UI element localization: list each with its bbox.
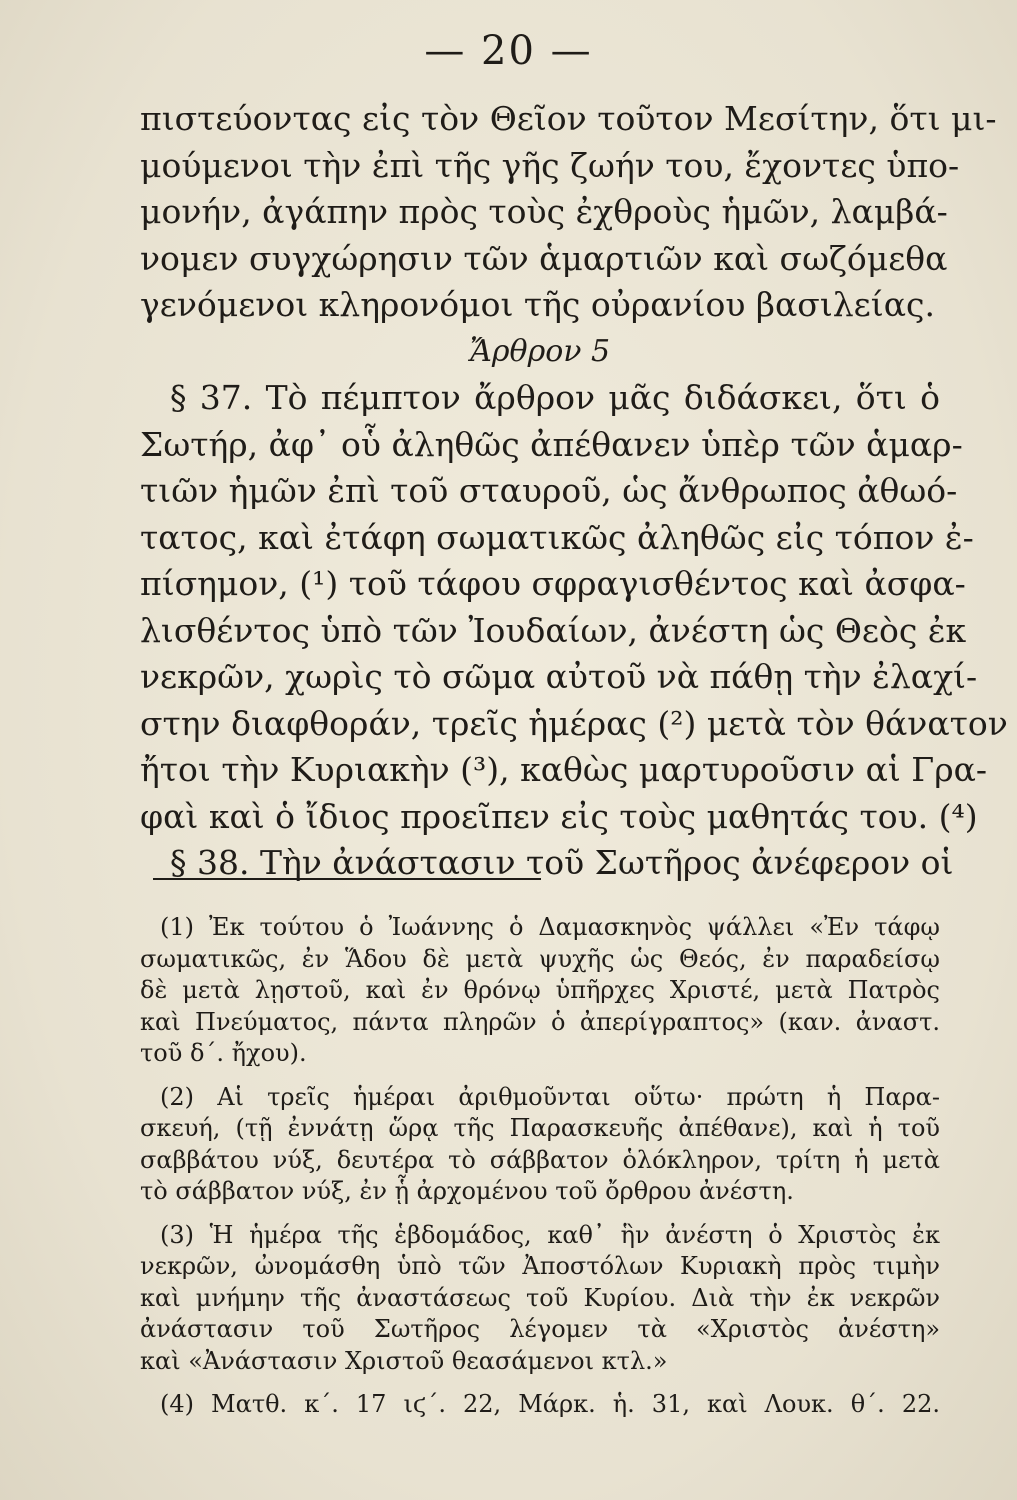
footnote-line: (3) Ἡ ἡμέρα τῆς ἑβδομάδος, καθ᾽ ἣν ἀνέστη ὁ Χριστὸς ἐκ bbox=[160, 1220, 940, 1249]
footnote-line: δὲ μετὰ λῃστοῦ, καὶ ἐν θρόνῳ ὑπῆρχες Χριστέ, μετὰ Πατρὸς bbox=[140, 976, 940, 1004]
footnote-line: ἀνάστασιν τοῦ Σωτῆρος λέγομεν τὰ «Χριστὸς ἀνέστη» bbox=[140, 1315, 940, 1343]
page-number: — 20 — bbox=[424, 28, 593, 74]
text-line: λισθέντος ὑπὸ τῶν Ἰουδαίων, ἀνέστη ὡς Θεὸς ἐκ bbox=[140, 610, 967, 650]
footnote-divider bbox=[153, 878, 541, 880]
footnote-line: (1) Ἐκ τούτου ὁ Ἰωάννης ὁ Δαμασκηνὸς ψάλλει «Ἐν τάφῳ bbox=[160, 913, 940, 941]
main-text bbox=[140, 96, 1008, 887]
text-line: Σωτήρ, ἀφ᾽ οὗ ἀληθῶς ἀπέθανεν ὑπὲρ τῶν ἁμαρ- bbox=[140, 424, 963, 464]
footnote-4 bbox=[140, 1389, 940, 1421]
footnote-line: (2) Αἱ τρεῖς ἡμέραι ἀριθμοῦνται οὕτω· πρώτη ἡ Παρα- bbox=[160, 1082, 940, 1111]
section-heading: Ἄρθρον 5 bbox=[469, 333, 611, 369]
footnotes bbox=[140, 912, 940, 1433]
footnote-line: νεκρῶν, ὠνομάσθη ὑπὸ τῶν Ἀποστόλων Κυριακὴ πρὸς τιμὴν bbox=[140, 1252, 940, 1280]
footnote-line: σκευή, (τῇ ἐννάτῃ ὥρᾳ τῆς Παρασκευῆς ἀπέθανε), καὶ ἡ τοῦ bbox=[140, 1114, 940, 1142]
footnote-line: καὶ μνήμην τῆς ἀναστάσεως τοῦ Κυρίου. Διὰ τὴν ἐκ νεκρῶν bbox=[140, 1283, 940, 1312]
text-line: γενόμενοι κληρονόμοι τῆς οὐρανίου βασιλείας. bbox=[140, 285, 935, 324]
text-line: νομεν συγχώρησιν τῶν ἁμαρτιῶν καὶ σωζόμεθα bbox=[140, 238, 948, 278]
paragraph-38-start: § 38. Τὴν ἀνάστασιν τοῦ Σωτῆρος ἀνέφερον οἱ bbox=[170, 843, 954, 882]
footnote-2 bbox=[140, 1082, 940, 1208]
footnote-line: σαββάτου νύξ, δευτέρα τὸ σάββατον ὁλόκληρον, τρίτη ἡ μετὰ bbox=[140, 1145, 940, 1174]
footnote-line: καὶ Πνεύματος, πάντα πληρῶν ὁ ἀπερίγραπτος» (καν. ἀναστ. bbox=[140, 1007, 940, 1036]
text-line: μούμενοι τὴν ἐπὶ τῆς γῆς ζωήν του, ἔχοντες ὑπο- bbox=[140, 145, 960, 185]
footnote-line: τὸ σάββατον νύξ, ἐν ᾗ ἀρχομένου τοῦ ὄρθρου ἀνέστη. bbox=[140, 1177, 794, 1205]
text-line: τατος, καὶ ἐτάφη σωματικῶς ἀληθῶς εἰς τόπον ἐ- bbox=[140, 517, 974, 557]
paragraph-37-start: § 37. Τὸ πέμπτον ἄρθρον μᾶς διδάσκει, ὅτι ὁ bbox=[170, 378, 940, 417]
footnote-line: τοῦ δ΄. ἤχου). bbox=[140, 1039, 307, 1067]
footnote-line: (4) Ματθ. κ΄. 17 ιϛ΄. 22, Μάρκ. ἡ. 31, καὶ Λουκ. θ΄. 22. bbox=[160, 1390, 940, 1418]
footnote-line: καὶ «Ἀνάστασιν Χριστοῦ θεασάμενοι κτλ.» bbox=[140, 1346, 668, 1375]
text-line: νεκρῶν, χωρὶς τὸ σῶμα αὐτοῦ νὰ πάθῃ τὴν ἐλαχί- bbox=[140, 657, 978, 696]
text-line: πιστεύοντας εἰς τὸν Θεῖον τοῦτον Μεσίτην, ὅτι μι- bbox=[140, 99, 997, 138]
text-line: πίσημον, (¹) τοῦ τάφου σφραγισθέντος καὶ ἀσφα- bbox=[140, 564, 966, 603]
text-line: μονήν, ἀγάπην πρὸς τοὺς ἐχθροὺς ἡμῶν, λαμβά- bbox=[140, 192, 948, 231]
text-line: ἤτοι τὴν Κυριακὴν (³), καθὼς μαρτυροῦσιν αἱ Γρα- bbox=[140, 750, 988, 789]
text-line: τιῶν ἡμῶν ἐπὶ τοῦ σταυροῦ, ὡς ἄνθρωπος ἀθωό- bbox=[140, 471, 958, 510]
text-line: φαὶ καὶ ὁ ἴδιος προεῖπεν εἰς τοὺς μαθητάς του. (⁴) bbox=[140, 796, 978, 836]
text-line: στην διαφθοράν, τρεῖς ἡμέρας (²) μετὰ τὸν θάνατον bbox=[140, 703, 1008, 743]
footnote-line: σωματικῶς, ἐν Ἅδου δὲ μετὰ ψυχῆς ὡς Θεός, ἐν παραδείσῳ bbox=[140, 944, 940, 973]
footnote-3 bbox=[140, 1220, 940, 1378]
footnote-1 bbox=[140, 912, 940, 1070]
